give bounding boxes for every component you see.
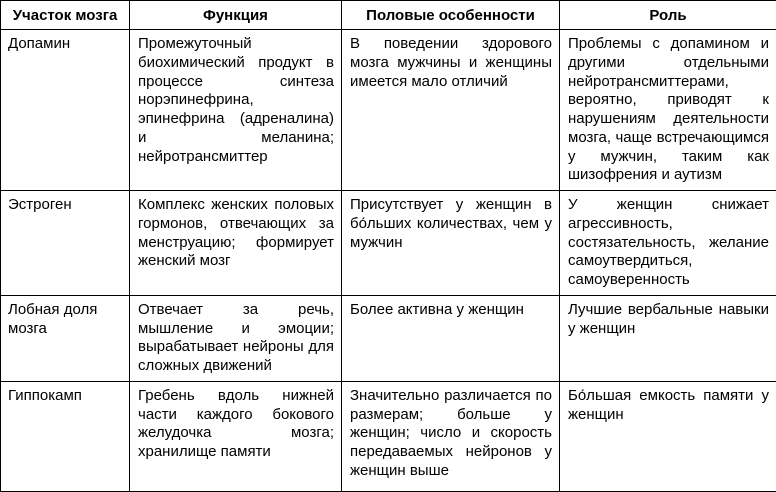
cell-region: Лобная доля мозга (1, 295, 130, 381)
table-row-hippocampus (1, 381, 776, 491)
cell-function: Отвечает за речь, мышление и эмоции; вырабатывает нейроны для сложных движений (130, 295, 342, 381)
header-row (1, 1, 776, 30)
cell-region: Эстроген (1, 191, 130, 296)
cell-role: Проблемы с допамином и другими отдельными нейротрансмиттерами, вероятно, приводят к нарушениям деятельности мозга, чаще встречающимся у мужчин, таким как шизофрения и аутизм (560, 30, 776, 191)
cell-function: Гребень вдоль нижней части каждого бокового желудочка мозга; хранилище памяти (130, 381, 342, 491)
cell-function: Промежуточный биохимический продукт в процессе синтеза норэпинефрина, эпинефрина (адреналина) и меланина; нейротрансмиттер (130, 30, 342, 191)
cell-region: Гиппокамп (1, 381, 130, 491)
cell-sex-differences: Более активна у женщин (342, 295, 560, 381)
cell-function: Комплекс женских половых гормонов, отвечающих за менструацию; формирует женский мозг (130, 191, 342, 296)
cell-role: Бо́льшая емкость памяти у женщин (560, 381, 776, 491)
table-row-dopamine (1, 30, 776, 191)
column-header-sex-differences: Половые особенности (342, 1, 560, 30)
cell-role: У женщин снижает агрессивность, состязательность, желание самоутвердиться, самоуверенность (560, 191, 776, 296)
cell-sex-differences: Значительно различается по размерам; больше у женщин; число и скорость передаваемых нейронов у женщин выше (342, 381, 560, 491)
column-header-function: Функция (130, 1, 342, 30)
cell-role: Лучшие вербальные навыки у женщин (560, 295, 776, 381)
cell-region: Допамин (1, 30, 130, 191)
column-header-role: Роль (560, 1, 776, 30)
table-row-frontal-lobe (1, 295, 776, 381)
cell-sex-differences: В поведении здорового мозга мужчины и женщины имеется мало отличий (342, 30, 560, 191)
cell-sex-differences: Присутствует у женщин в бо́льших количествах, чем у мужчин (342, 191, 560, 296)
table-row-estrogen (1, 191, 776, 296)
column-header-region: Участок мозга (1, 1, 130, 30)
